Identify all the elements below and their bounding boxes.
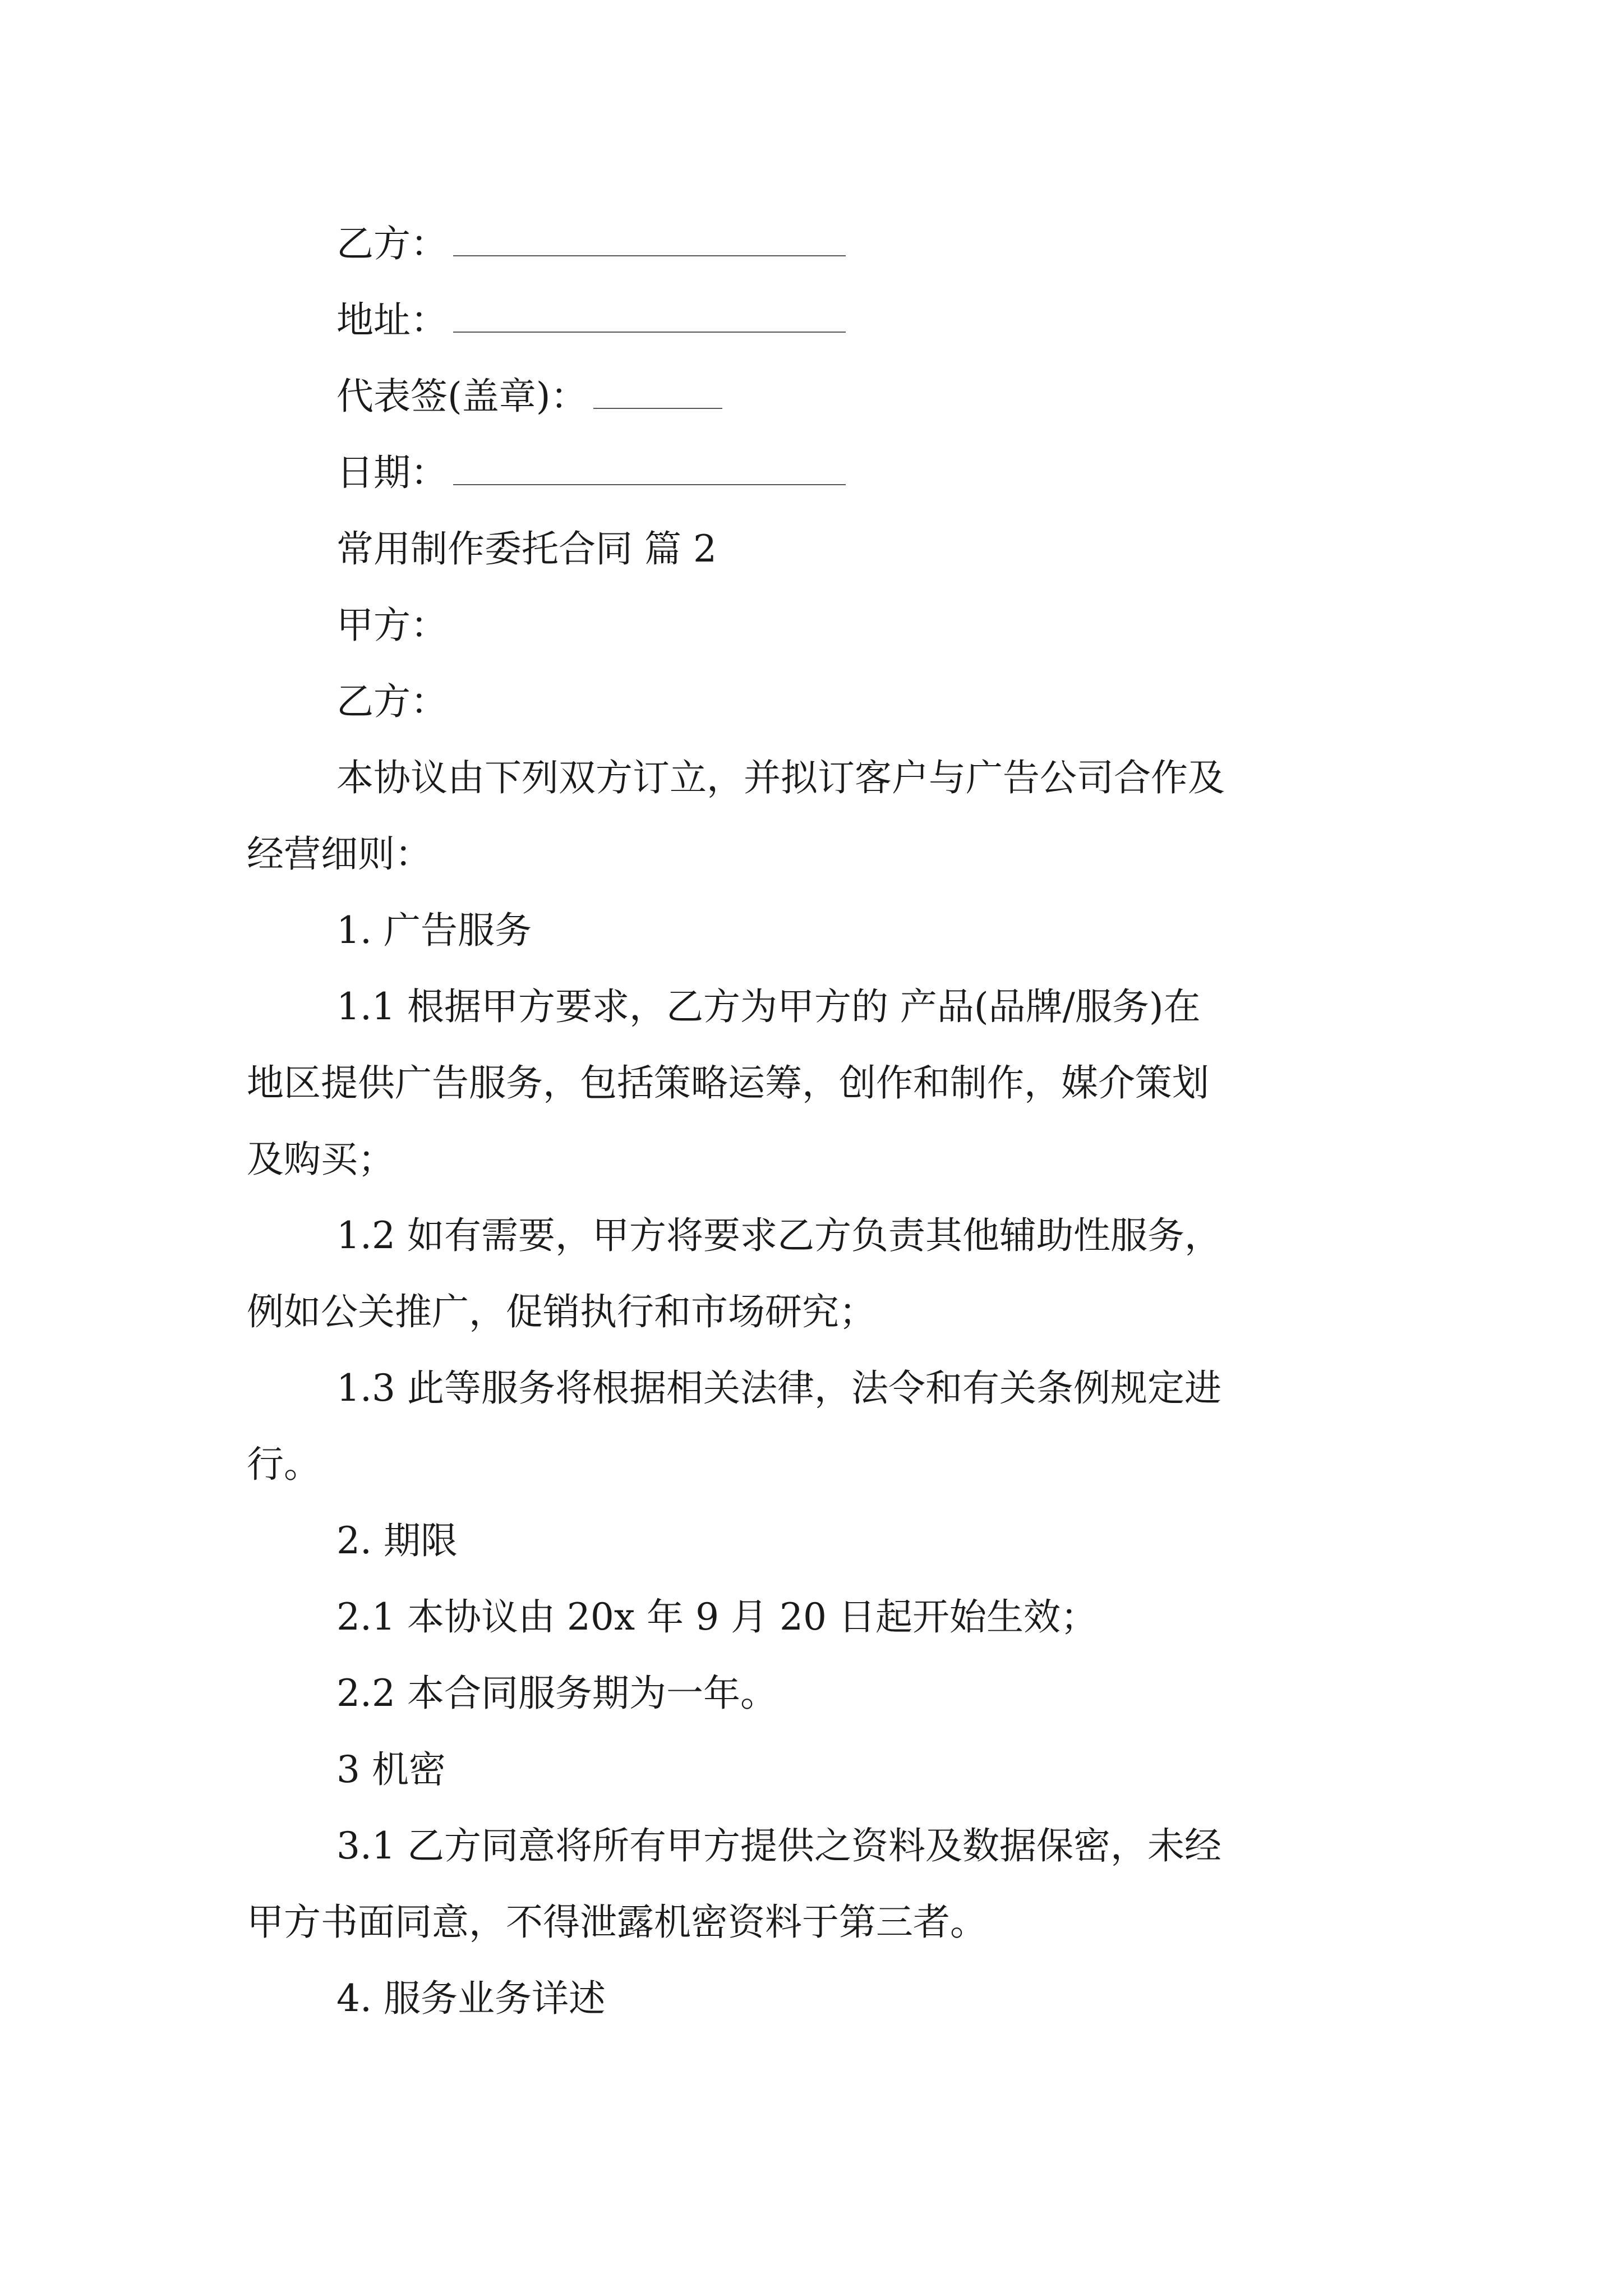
party-b-signature-label: 乙方：	[336, 222, 448, 265]
party-b-signature-blank	[453, 226, 846, 256]
clause-1-2-line-2: 例如公关推广，促销执行和市场研究；	[247, 1290, 876, 1333]
party-b-signature-line	[336, 222, 846, 265]
party-b-label: 乙方：	[336, 680, 448, 723]
clause-2-1: 2.1 本协议由 20x 年 9 月 20 日起开始生效；	[336, 1595, 1098, 1639]
date-line	[336, 451, 846, 494]
clause-3-1-line-1: 3.1 乙方同意将所有甲方提供之资料及数据保密，未经	[336, 1824, 1221, 1867]
clause-3-1-line-2: 甲方书面同意，不得泄露机密资料于第三者。	[247, 1901, 987, 1944]
representative-blank	[593, 379, 722, 409]
intro-line-1: 本协议由下列双方订立，并拟订客户与广告公司合作及	[336, 756, 1225, 799]
clause-1-1-line-1: 1.1 根据甲方要求，乙方为甲方的 产品(品牌/服务)在	[336, 985, 1201, 1028]
date-blank	[453, 455, 846, 485]
clause-1-1-line-2: 地区提供广告服务，包括策略运筹，创作和制作，媒介策划	[247, 1061, 1209, 1105]
intro-line-2: 经营细则：	[247, 832, 432, 876]
clause-4-heading: 4. 服务业务详述	[336, 1977, 606, 2020]
address-label: 地址：	[336, 298, 448, 342]
representative-line	[336, 375, 722, 418]
clause-1-1-line-3: 及购买；	[247, 1138, 395, 1181]
address-line	[336, 298, 846, 342]
address-blank	[453, 302, 846, 333]
section-title: 常用制作委托合同 篇 2	[336, 527, 717, 570]
date-label: 日期：	[336, 451, 448, 494]
clause-1-heading: 1. 广告服务	[336, 909, 532, 952]
party-a-label: 甲方：	[336, 604, 448, 647]
clause-2-heading: 2. 期限	[336, 1519, 458, 1562]
clause-1-3-line-2: 行。	[247, 1443, 321, 1486]
clause-1-2-line-1: 1.2 如有需要，甲方将要求乙方负责其他辅助性服务，	[336, 1214, 1221, 1257]
representative-label: 代表签(盖章)：	[336, 375, 588, 418]
clause-2-2: 2.2 本合同服务期为一年。	[336, 1672, 777, 1715]
clause-1-3-line-1: 1.3 此等服务将根据相关法律，法令和有关条例规定进	[336, 1366, 1221, 1410]
clause-3-heading: 3 机密	[336, 1748, 446, 1791]
